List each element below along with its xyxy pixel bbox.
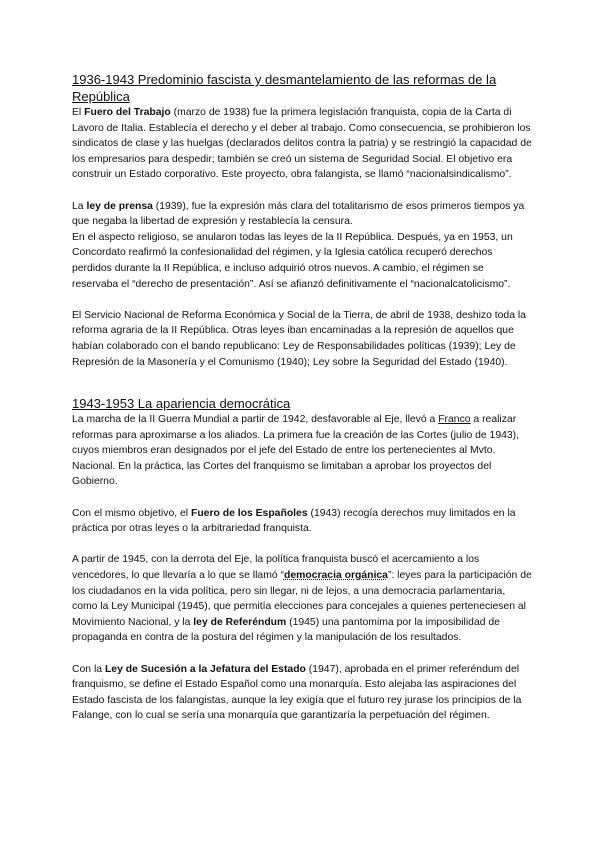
paragraph-democracia-organica: A partir de 1945, con la derrota del Eje, la política franquista buscó el acercamiento a los vencedores, lo que llevaría a lo que se llamó “democracia orgánica”: leyes para la participación de los ciudadanos en la vida política, pero sin llegar, ni de lejos, a una democracia parlamentaria, como la Ley Municipal (1945), que permitía elecciones para concejales a quienes perteneciesen al Movimiento Nacional, y la ley de Referéndum (1945) una pantomima por la imposibilidad de propaganda en contra de la postura del régimen y la manipulación de los resultados. [72, 554, 532, 644]
section-heading-1936-1943: 1936-1943 Predominio fascista y desmantelamiento de las reformas de la República [72, 72, 497, 104]
term-democracia-organica: democracia orgánica [283, 570, 388, 582]
term-fuero-del-trabajo: Fuero del Trabajo [84, 107, 171, 118]
link-franco[interactable]: Franco [438, 414, 471, 426]
paragraph-ley-de-prensa: La ley de prensa (1939), fue la expresión más clara del totalitarismo de esos primeros tiempos ya que negaba la libertad de expresión y restablecía la censura. [72, 200, 525, 228]
paragraph-fuero-de-los-espanoles: Con el mismo objetivo, el Fuero de los Españoles (1943) recogía derechos muy limitados en la práctica por otras leyes o la arbitrariedad franquista. [72, 507, 516, 535]
paragraph-reforma-agraria: El Servicio Nacional de Reforma Económica y Social de la Tierra, de abril de 1938, deshizo toda la reforma agraria de la II República. Otras leyes iban encaminadas a la represión de aquellos que habían colaborado con el bando republicano: Ley de Responsabilidades políticas (1939); Ley de Represión de la Masonería y el Comunismo (1940); Ley sobre la Seguridad del Estado (1940). [72, 309, 526, 368]
section-heading-1943-1953: 1943-1953 La apariencia democrática [72, 396, 291, 412]
term-ley-de-referendum: ley de Referéndum [193, 616, 287, 628]
document-content [72, 71, 532, 724]
term-fuero-de-los-espanoles: Fuero de los Españoles [190, 507, 308, 519]
paragraph-fuero-del-trabajo: El Fuero del Trabajo (marzo de 1938) fue la primera legislación franquista, copia de la Carta di Lavoro de Italia. Establecía el derecho y el deber al trabajo. Como consecuencia, se prohibieron los sindicatos de clase y las huelgas (declarados delitos contra la patria) y se restringió la capacidad de los empresarios para despedir; también se creó un sistema de Seguridad Social. El objetivo era construir un Estado corporativo. Este proyecto, obra falangista, se llamó “nacionalsindicalismo”. [72, 107, 532, 181]
paragraph-ley-de-sucesion: Con la Ley de Sucesión a la Jefatura del Estado (1947), aprobada en el primer referéndum del franquismo, se define el Estado Español como una monarquía. Esto alejaba las aspiraciones del Estado fascista de los falangistas, aunque la ley exigía que el futuro rey jurase los principios de la Falange, con lo cual se sería una monarquía que garantizaría la perpetuación del régimen. [72, 663, 522, 722]
paragraph-segunda-guerra-mundial: La marcha de la II Guerra Mundial a partir de 1942, desfavorable al Eje, llevó a Franco a realizar reformas para aproximarse a los aliados. La primera fue la creación de las Cortes (julio de 1943), cuyos miembros eran designados por el jefe del Estado de entre los pertenecientes al Mvto. Nacional. En la práctica, las Cortes del franquismo se limitaban a aprobar los proyectos del Gobierno. [72, 414, 520, 488]
term-ley-de-prensa: ley de prensa [86, 200, 153, 212]
paragraph-aspecto-religioso: En el aspecto religioso, se anularon todas las leyes de la II República. Después, ya en 1953, un Concordato reafirmó la confesionalidad del régimen, y la Iglesia católica recuperó derechos perdidos durante la II República, e incluso adquirió otros nuevos. A cambio, el régimen se reservaba el “derecho de presentación”. Así se afianzó definitivamente el “nacionalcatolicismo”. [72, 231, 513, 290]
term-ley-de-sucesion: Ley de Sucesión a la Jefatura del Estado [104, 663, 306, 675]
